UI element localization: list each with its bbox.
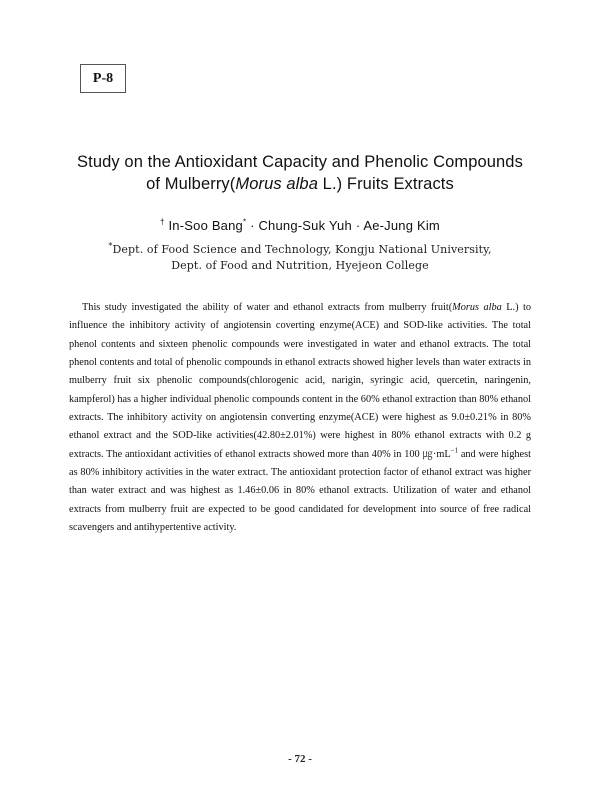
- author-star-mark: *: [242, 217, 247, 227]
- affiliation-star-mark: *: [108, 241, 113, 251]
- abstract-part-2: L.) to influence the inhibitory activity of angiotensin coverting enzyme(ACE) and SOD-like activities. The total phenol contents and sixteen phenolic compounds were investigated in water and ethanol extracts. The total phenol contents and total of phenolic compounds in ethanol extracts showed higher levels than water extracts in mulberry fruit six phenolic compounds(chlorogenic acid, narigin, syringic acid, quercetin, naringenin, kampferol) has a higher individual phenolic compounds content in the 60% ethanol extraction than 80% ethanol extracts. The inhibitory activity on angiotensin converting enzyme(ACE) were highest as 9.0±0.21% in 80% ethanol extract and the SOD-like activities(42.80±2.01%) were highest in 80% ethanol extracts with 0.2 g extracts. The antioxidant activities of ethanol extracts showed more than 40% in 100 ㎍·mL: [69, 302, 531, 460]
- title-line-2: [40, 173, 560, 195]
- title-line-2-prefix: of Mulberry(: [146, 175, 236, 193]
- title-line-2-suffix: L.) Fruits Extracts: [317, 175, 454, 193]
- affiliation-line-1: [40, 242, 560, 258]
- abstract-part-1: This study investigated the ability of water and ethanol extracts from mulberry fruit(: [82, 302, 453, 313]
- affiliation-1-text: Dept. of Food Science and Technology, Kongju National University,: [112, 243, 492, 256]
- abstract-species-italic: Morus alba: [452, 302, 502, 313]
- page-label-text: P-8: [92, 70, 114, 86]
- author-list: [40, 218, 560, 233]
- author-first: In-Soo Bang: [164, 218, 243, 233]
- affiliations: [40, 242, 560, 274]
- abstract-part-3: and were highest as 80% inhibitory activities in the water extract. The antioxidant protection factor of ethanol extract was higher than water extract and was highest as 1.46±0.06 in 80% ethanol extracts. Utilization of water and ethanol extracts from mulberry fruit are expected to be good candidated for development into source of free radical scavengers and antihypertentive activity.: [69, 448, 531, 534]
- page-label: [80, 64, 126, 93]
- title-species-italic: Morus alba: [235, 175, 318, 193]
- page-number: - 72 -: [288, 753, 312, 765]
- author-rest: · Chung-Suk Yuh · Ae-Jung Kim: [246, 218, 440, 233]
- affiliation-line-2: Dept. of Food and Nutrition, Hyejeon College: [171, 259, 429, 272]
- author-dagger-mark: †: [160, 217, 165, 227]
- abstract-unit-superscript: −1: [450, 446, 459, 455]
- paper-title: [40, 151, 560, 195]
- abstract-paragraph: [69, 299, 531, 537]
- title-line-1: Study on the Antioxidant Capacity and Phenolic Compounds: [77, 153, 523, 171]
